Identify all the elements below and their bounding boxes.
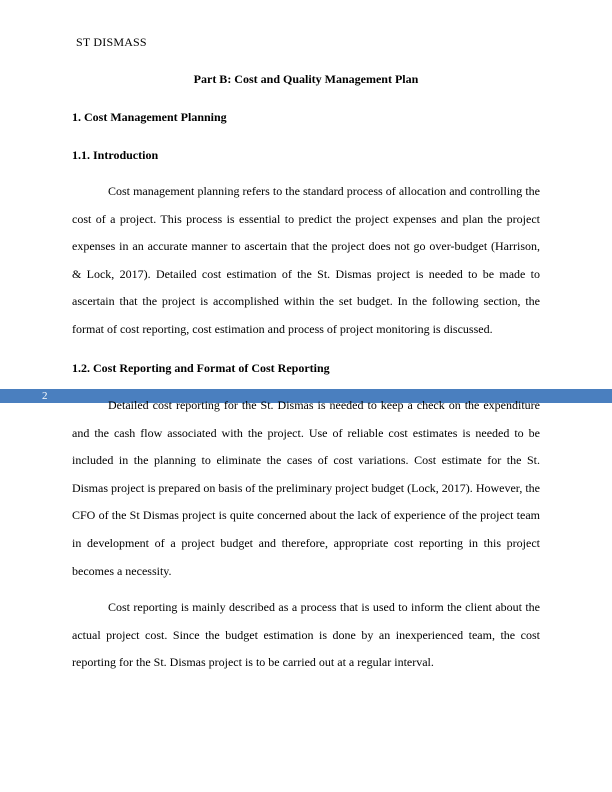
paragraph-cost-reporting-1: Detailed cost reporting for the St. Dismas is needed to keep a check on the expenditure and the cash flow associated with the project. Use of reliable cost estimates is needed to be included in the planning to eliminate the cases of cost variations. Cost estimate for the St. Dismas project is prepared on basis of the preliminary project budget (Lock, 2017). However, the CFO of the St Dismas project is quite concerned about the lack of experience of the project team in development of a project budget and therefore, appropriate cost reporting in this project becomes a necessity. bbox=[72, 398, 540, 578]
paragraph-cost-reporting-2: Cost reporting is mainly described as a process that is used to inform the client about the actual project cost. Since the budget estimation is done by an inexperienced team, the cost reporting for the St. Dismas project is to be carried out at a regular interval. bbox=[72, 600, 540, 670]
page-number: 2 bbox=[42, 390, 48, 402]
running-header: ST DISMASS bbox=[76, 35, 147, 49]
section-heading-cost-reporting: 1.2. Cost Reporting and Format of Cost Reporting bbox=[72, 361, 330, 375]
section-heading-introduction: 1.1. Introduction bbox=[72, 148, 159, 162]
paragraph-introduction: Cost management planning refers to the standard process of allocation and controlling the cost of a project. This process is essential to predict the project expenses and plan the project expenses in an accurate manner to ascertain that the project does not go over-budget (Harrison, & Lock, 2017). Detailed cost estimation of the St. Dismas project is needed to be made to ascertain that the project is accomplished within the set budget. In the following section, the format of cost reporting, cost estimation and process of project monitoring is discussed. bbox=[72, 184, 540, 336]
document-title: Part B: Cost and Quality Management Plan bbox=[193, 72, 419, 86]
section-heading-cost-management-planning: 1. Cost Management Planning bbox=[72, 110, 227, 124]
